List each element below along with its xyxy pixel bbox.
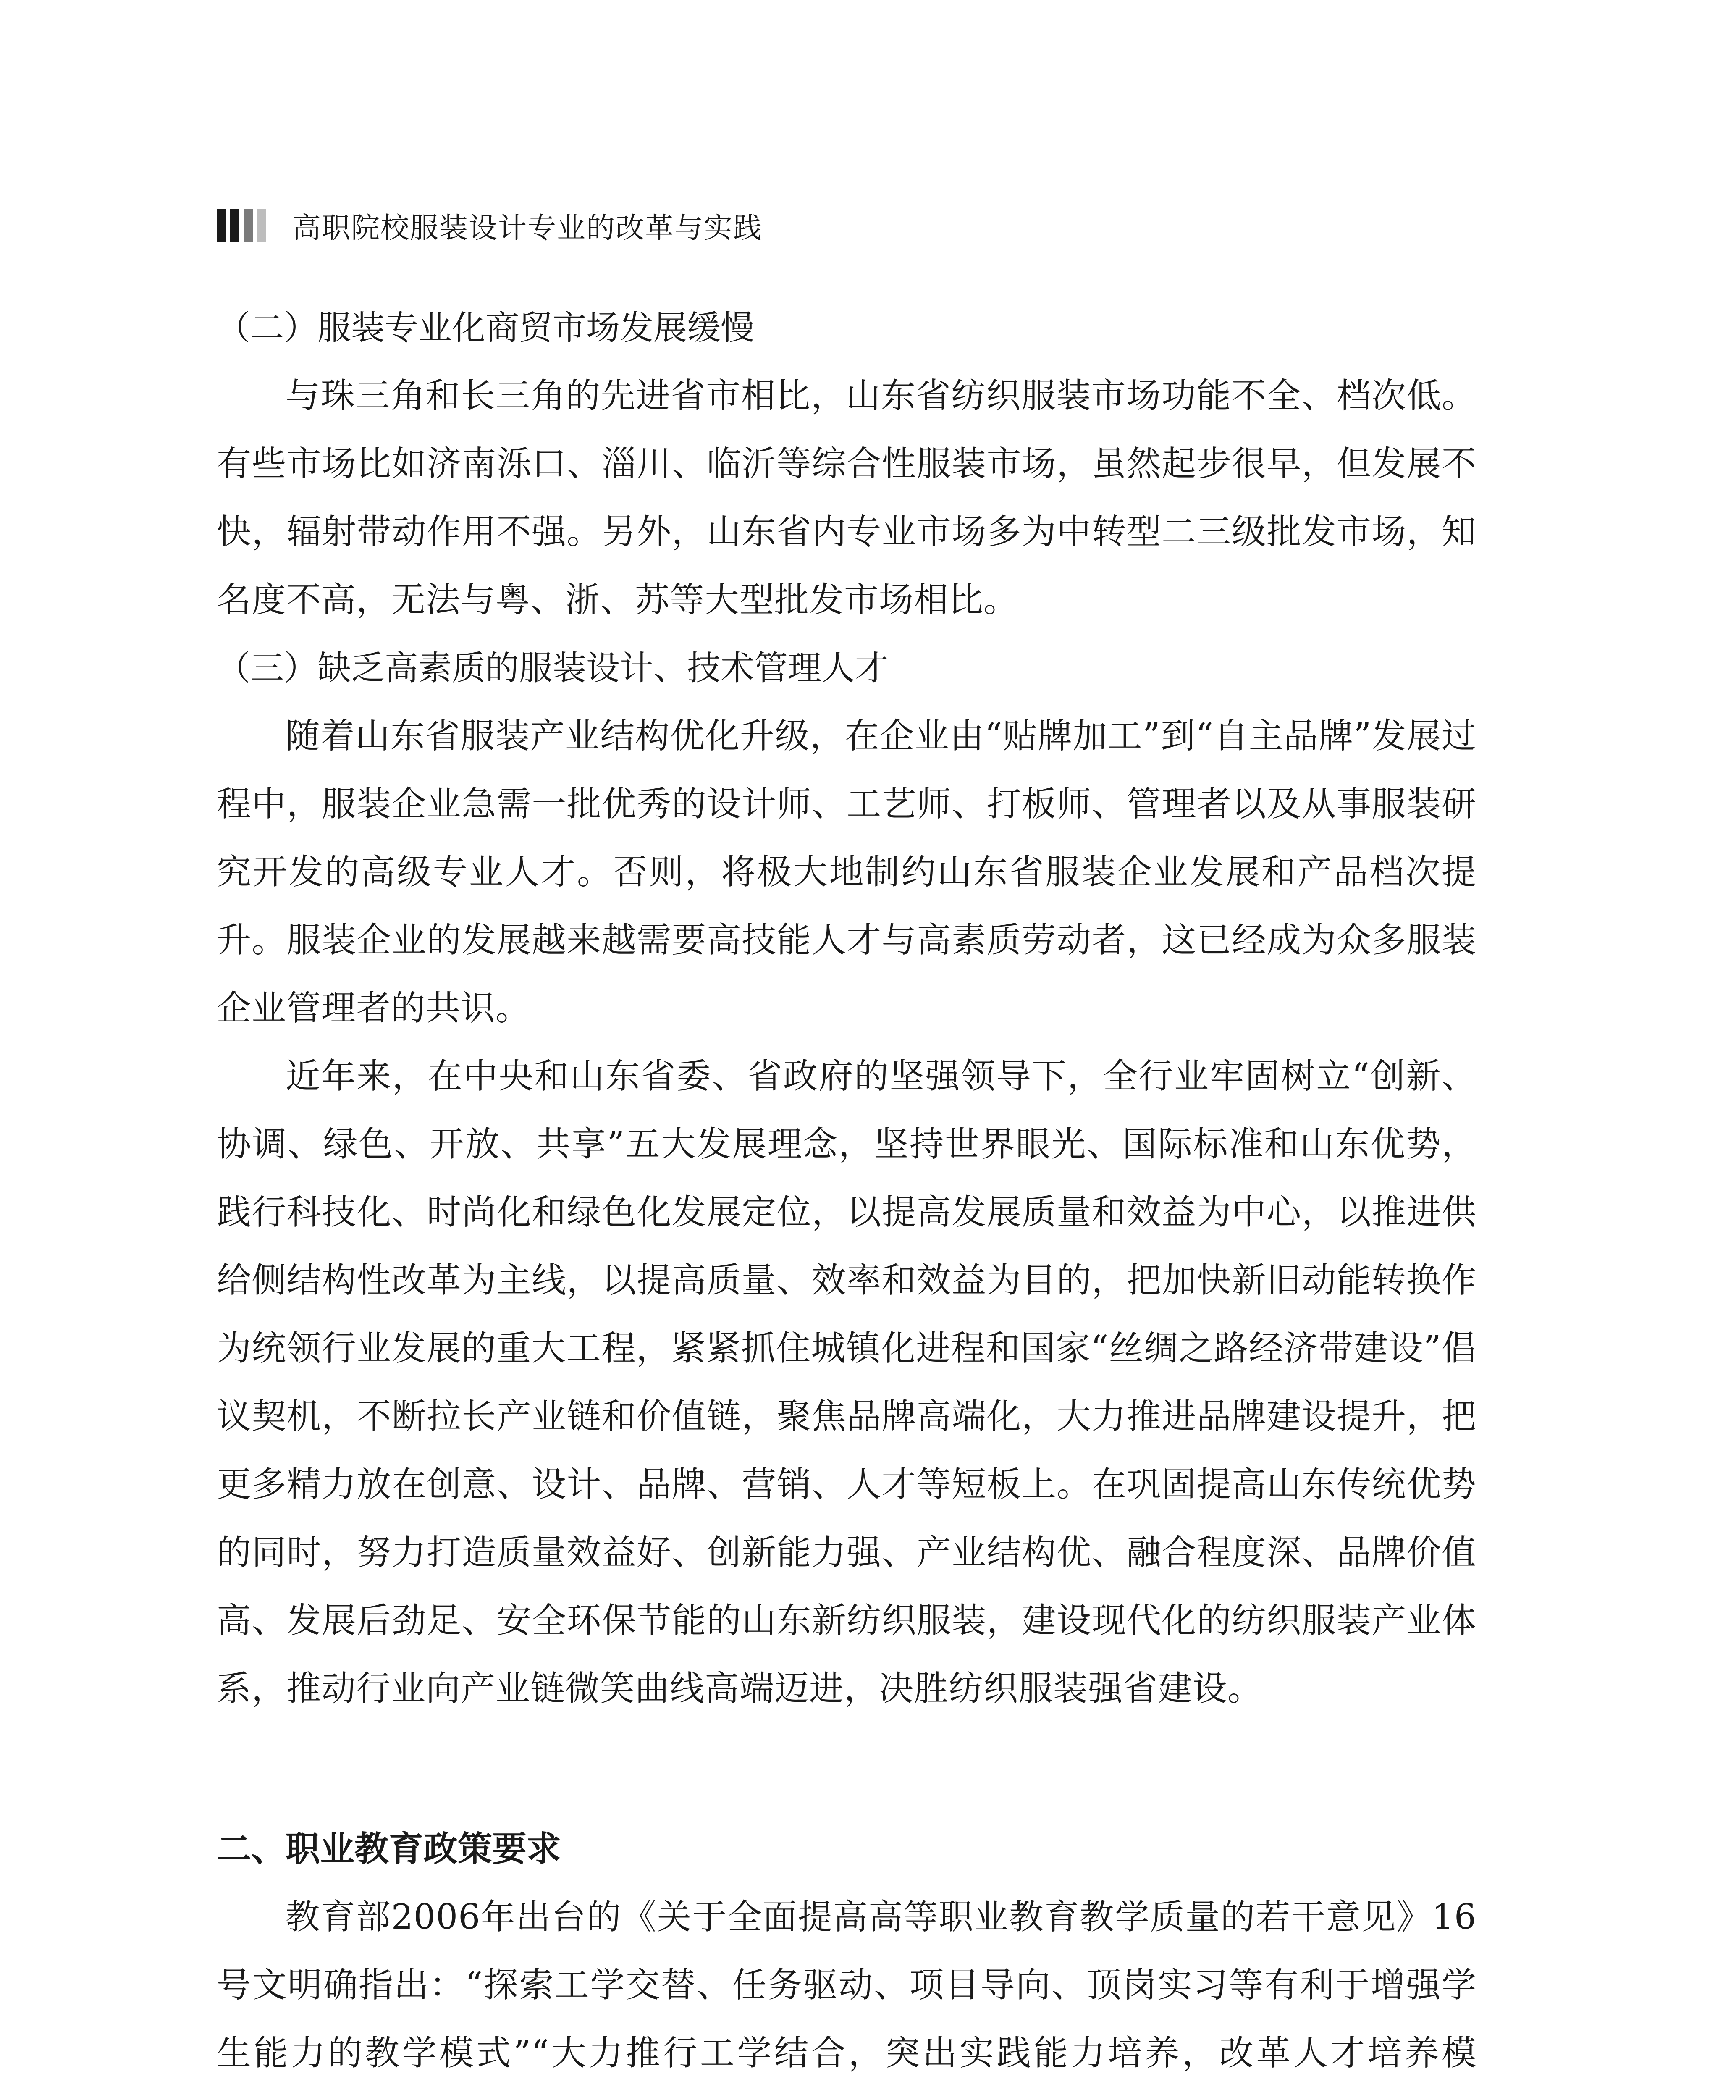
paragraph: 与珠三角和长三角的先进省市相比，山东省纺织服装市场功能不全、档次低。有些市场比如济南泺口、淄川、临沂等综合性服装市场，虽然起步很早，但发展不快，辐射带动作用不强。另外，山东省内专业市场多为中转型二三级批发市场，知名度不高，无法与粤、浙、苏等大型批发市场相比。 xyxy=(217,376,1476,620)
subsection-title-3: （三）缺乏高素质的服装设计、技术管理人才 xyxy=(217,648,889,688)
header-bar-icon xyxy=(217,209,270,242)
running-header xyxy=(217,207,763,244)
paragraph: 近年来，在中央和山东省委、省政府的坚强领导下，全行业牢固树立“创新、协调、绿色、开放、共享”五大发展理念，坚持世界眼光、国际标准和山东优势，践行科技化、时尚化和绿色化发展定位，以提高发展质量和效益为中心，以推进供给侧结构性改革为主线，以提高质量、效率和效益为目的，把加快新旧动能转换作为统领行业发展的重大工程，紧紧抓住城镇化进程和国家“丝绸之路经济带建设”倡议契机，不断拉长产业链和价值链，聚焦品牌高端化，大力推进品牌建设提升，把更多精力放在创意、设计、品牌、营销、人才等短板上。在巩固提高山东传统优势的同时，努力打造质量效益好、创新能力强、产业结构优、融合程度深、品牌价值高、发展后劲足、安全环保节能的山东新纺织服装，建设现代化的纺织服装产业体系，推动行业向产业链微笑曲线高端迈进，决胜纺织服装强省建设。 xyxy=(217,1056,1476,1709)
running-title: 高职院校服装设计专业的改革与实践 xyxy=(292,211,763,245)
paragraph: 随着山东省服装产业结构优化升级，在企业由“贴牌加工”到“自主品牌”发展过程中，服装企业急需一批优秀的设计师、工艺师、打板师、管理者以及从事服装研究开发的高级专业人才。否则，将极大地制约山东省服装企业发展和产品档次提升。服装企业的发展越来越需要高技能人才与高素质劳动者，这已经成为众多服装企业管理者的共识。 xyxy=(217,716,1476,1028)
paragraph: 教育部2006年出台的《关于全面提高高等职业教育教学质量的若干意见》16号文明确指出：“探索工学交替、任务驱动、项目导向、顶岗实习等有利于增强学生能力的教学模式”“大力推行工学结合，突出实践能力培养，改革人才培养模 xyxy=(217,1897,1476,2073)
subsection-title-2: （二）服装专业化商贸市场发展缓慢 xyxy=(217,308,754,347)
page-body xyxy=(217,294,1476,2100)
section-title: 二、职业教育政策要求 xyxy=(217,1829,561,1869)
